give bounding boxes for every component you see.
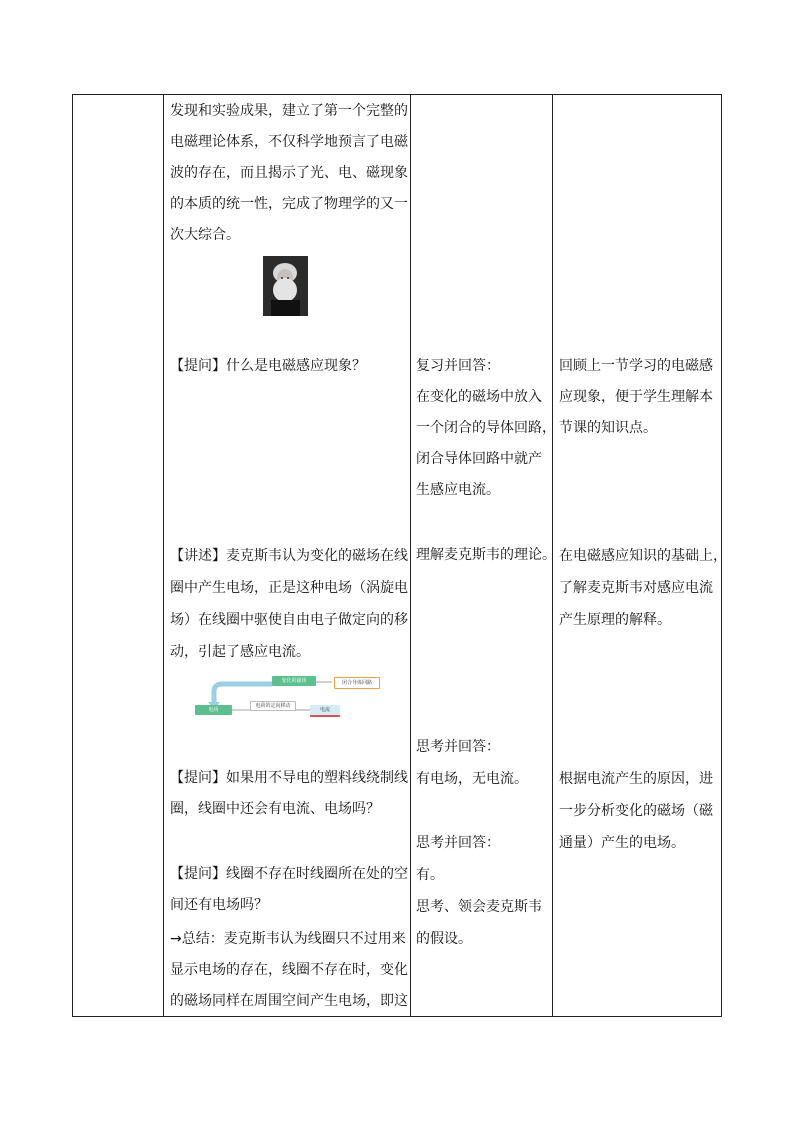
text-line: 在变化的磁场中放入	[416, 389, 542, 405]
text-line: 了解麦克斯韦对感应电流	[559, 580, 713, 596]
design-intent-1	[559, 351, 713, 444]
text-line: 的本质的统一性，完成了物理学的又一	[170, 196, 408, 212]
text-line: 回顾上一节学习的电磁感	[559, 358, 713, 374]
maxwell-portrait	[263, 256, 308, 316]
text-line: 【提问】如果用不导电的塑料线绕制线	[170, 770, 408, 786]
summary-paragraph	[170, 924, 408, 1017]
text-line: 产生原理的解释。	[559, 612, 671, 628]
text-line: 思考并回答：	[416, 835, 500, 851]
column-divider	[410, 95, 411, 1016]
question-3	[170, 859, 408, 921]
text-line: 一个闭合的导体回路，	[416, 420, 556, 436]
question-1: 【提问】什么是电磁感应现象？	[170, 358, 366, 374]
intro-paragraph	[170, 96, 408, 251]
induction-flow-diagram	[192, 672, 392, 724]
student-answer-2: 理解麦克斯韦的理论。	[416, 547, 556, 563]
text-line: 【提问】线圈不存在时线圈所在处的空	[170, 866, 408, 882]
text-line: 场）在线圈中驱使自由电子做定向的移	[170, 612, 408, 628]
diagram-box-current: 电流	[310, 705, 340, 717]
text-line: 思考并回答：	[416, 739, 500, 755]
question-2	[170, 763, 408, 825]
text-line: 显示电场的存在，线圈不存在时，变化	[170, 962, 408, 978]
text-line: 根据电流产生的原因，进	[559, 771, 713, 787]
text-line: 波的存在，而且揭示了光、电、磁现象	[170, 165, 408, 181]
text-line: 有电场，无电流。	[416, 771, 528, 787]
design-intent-2	[559, 540, 727, 636]
column-divider	[163, 95, 164, 1016]
text-line: 思考、领会麦克斯韦	[416, 899, 542, 915]
text-line: 间还有电场吗？	[170, 897, 268, 913]
design-intent-3	[559, 763, 713, 859]
student-answer-1	[416, 351, 556, 506]
text-line: 复习并回答：	[416, 358, 500, 374]
text-line: 闭合导体回路中就产	[416, 451, 542, 467]
text-line: 通量）产生的电场。	[559, 835, 685, 851]
diagram-box-closed-loop: 闭合导体回路	[334, 677, 380, 689]
diagram-box-changing-field: 变化的磁场	[272, 676, 316, 686]
student-answer-4	[416, 827, 542, 955]
text-line: 在电磁感应知识的基础上，	[559, 548, 727, 564]
text-line: 的假设。	[416, 931, 472, 947]
diagram-box-charge-motion: 电荷的定向移动	[250, 701, 296, 711]
text-line: 生感应电流。	[416, 482, 500, 498]
student-answer-3	[416, 731, 528, 795]
text-line: 的磁场同样在周围空间产生电场，即这	[170, 993, 408, 1009]
text-line: 圈中产生电场，正是这种电场（涡旋电	[170, 580, 408, 596]
text-line: 有。	[416, 867, 444, 883]
text-line: →总结：麦克斯韦认为线圈只不过用来	[170, 931, 406, 947]
text-line: 节课的知识点。	[559, 420, 657, 436]
text-line: 次大综合。	[170, 227, 240, 243]
text-line: 应现象，便于学生理解本	[559, 389, 713, 405]
diagram-box-electric-field: 电场	[195, 705, 232, 715]
text-line: 【讲述】麦克斯韦认为变化的磁场在线	[170, 548, 408, 564]
text-line: 圈，线圈中还会有电流、电场吗？	[170, 801, 380, 817]
text-line: 发现和实验成果，建立了第一个完整的	[170, 103, 408, 119]
lecture-paragraph	[170, 540, 408, 668]
text-line: 电磁理论体系，不仅科学地预言了电磁	[170, 134, 408, 150]
text-line: 动，引起了感应电流。	[170, 644, 310, 660]
text-line: 一步分析变化的磁场（磁	[559, 803, 713, 819]
